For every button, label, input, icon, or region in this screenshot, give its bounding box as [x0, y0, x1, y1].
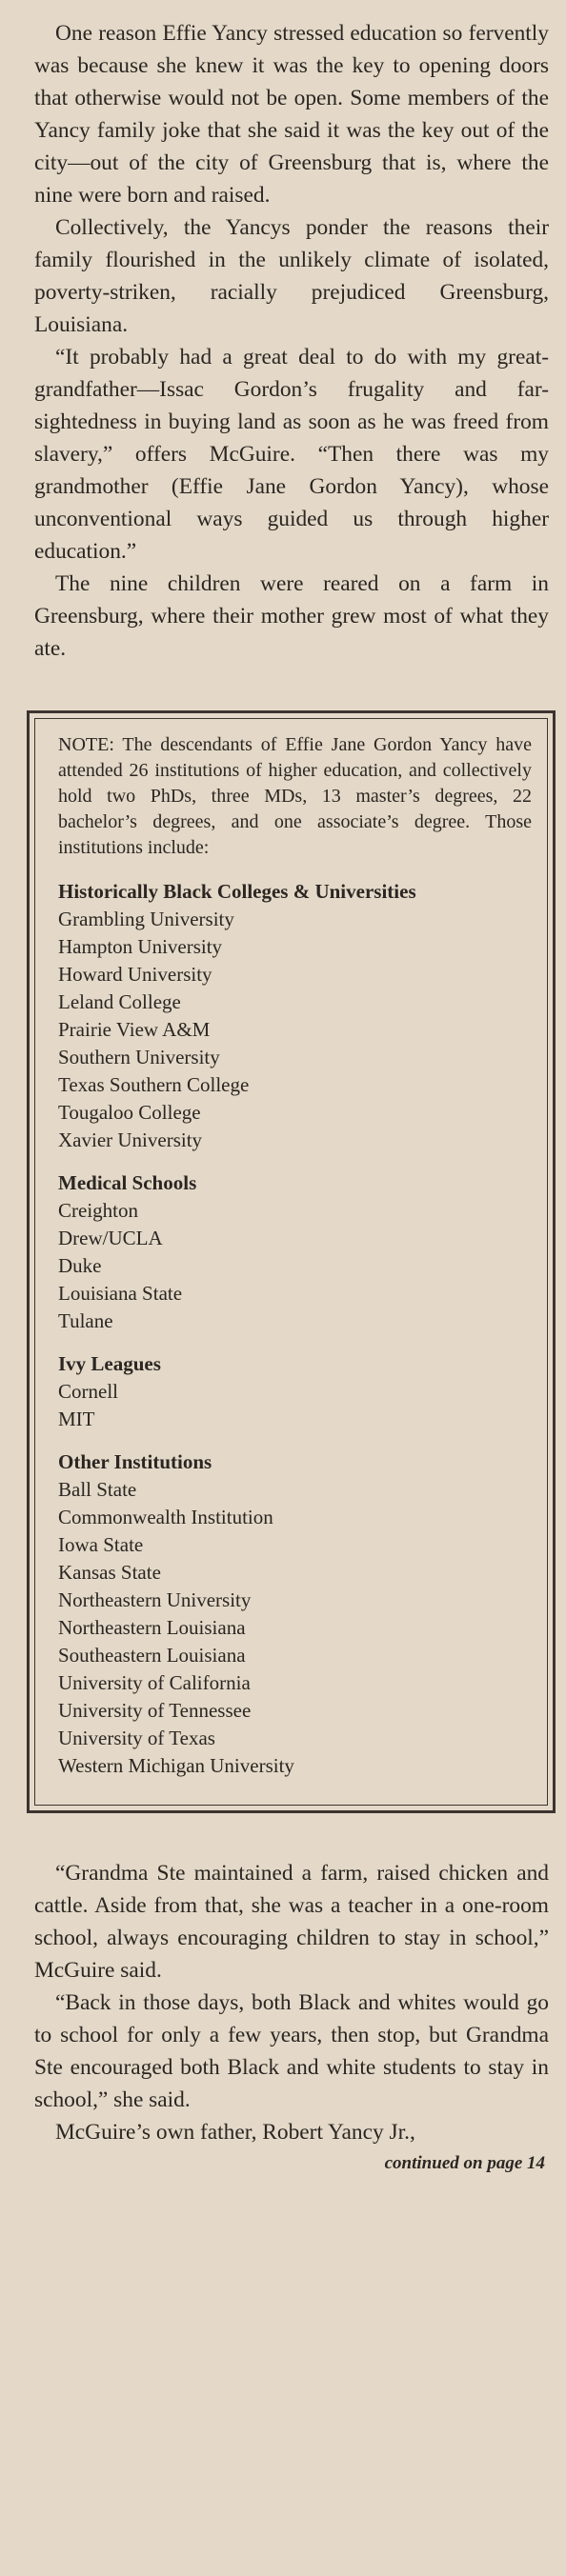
continued-on-page-link: continued on page 14 — [384, 2153, 545, 2173]
institution-item: Tulane — [58, 1309, 113, 1332]
institution-group-hbcu — [58, 878, 532, 1154]
institution-item: Commonwealth Institution — [58, 1506, 273, 1528]
institution-item: Prairie View A&M — [58, 1018, 211, 1041]
institution-item: University of Texas — [58, 1727, 215, 1749]
institution-item: University of California — [58, 1671, 251, 1694]
institution-item: Creighton — [58, 1199, 138, 1222]
institution-list — [58, 1378, 532, 1433]
article-body-bottom — [34, 1857, 549, 2148]
article-paragraph: One reason Effie Yancy stressed education so fervently was because she knew it was the key to opening doors that otherwise would not be open. Some members of the Yancy family joke that she said it was the key out of the city—out of the city of Greensburg that is, where the nine were born and raised. — [34, 21, 549, 208]
institution-item: Texas Southern College — [58, 1073, 250, 1096]
institution-item: Northeastern Louisiana — [58, 1616, 246, 1639]
institution-group-title: Other Institutions — [58, 1450, 212, 1473]
institution-item: Leland College — [58, 990, 181, 1013]
article-paragraph: “Grandma Ste maintained a farm, raised chicken and cattle. Aside from that, she was a teacher in a one-room school, always encouraging children to stay in school,” McGuire said. — [34, 1861, 549, 1983]
institution-item: Tougaloo College — [58, 1101, 201, 1124]
article-paragraph: McGuire’s own father, Robert Yancy Jr., — [55, 2120, 415, 2145]
article-paragraph: “It probably had a great deal to do with my great-grandfather—Issac Gordon’s frugality and far-sightedness in buying land as soon as he was freed from slavery,” offers McGuire. “Then there was my grandmother (Effie Jane Gordon Yancy), whose unconventional ways guided us through higher education.” — [34, 345, 549, 564]
institution-item: Kansas State — [58, 1561, 161, 1584]
institution-list — [58, 1476, 532, 1780]
institution-group-medical — [58, 1169, 532, 1335]
institution-item: University of Tennessee — [58, 1699, 252, 1722]
institution-item: Drew/UCLA — [58, 1227, 163, 1249]
institution-item: Duke — [58, 1254, 102, 1277]
institution-item: Cornell — [58, 1380, 118, 1403]
article-paragraph: The nine children were reared on a farm in Greensburg, where their mother grew most of what they ate. — [34, 571, 549, 661]
institution-item: MIT — [58, 1408, 95, 1430]
note-sidebar-box — [27, 710, 556, 1813]
article-paragraph: “Back in those days, both Black and whites would go to school for only a few years, then stop, but Grandma Ste encouraged both Black and white students to stay in school,” she said. — [34, 1990, 549, 2112]
institution-item: Howard University — [58, 963, 212, 986]
institution-group-title: Medical Schools — [58, 1171, 197, 1194]
institution-item: Louisiana State — [58, 1282, 183, 1305]
institution-item: Grambling University — [58, 908, 234, 930]
institution-item: Western Michigan University — [58, 1754, 294, 1777]
institution-item: Xavier University — [58, 1128, 203, 1151]
institution-item: Iowa State — [58, 1533, 144, 1556]
article-body-top — [34, 17, 549, 665]
institution-item: Hampton University — [58, 935, 223, 958]
article-paragraph: Collectively, the Yancys ponder the reasons their family flourished in the unlikely climate of isolated, poverty-striken, racially prejudiced Greensburg, Louisiana. — [34, 215, 549, 337]
institution-item: Northeastern University — [58, 1588, 252, 1611]
institution-group-ivy — [58, 1350, 532, 1433]
institution-list — [58, 1197, 532, 1335]
institution-item: Southern University — [58, 1046, 220, 1068]
note-sidebar-inner — [34, 718, 548, 1806]
institution-item: Southeastern Louisiana — [58, 1644, 246, 1667]
institution-item: Ball State — [58, 1478, 137, 1501]
institution-group-title: Historically Black Colleges & Universities — [58, 880, 416, 903]
article-column — [34, 17, 549, 2177]
institution-group-other — [58, 1448, 532, 1780]
institution-list — [58, 906, 532, 1154]
institution-group-title: Ivy Leagues — [58, 1352, 161, 1375]
note-text: NOTE: The descendants of Effie Jane Gordon Yancy have attended 26 institutions of higher education, and collectively hold two PhDs, three MDs, 13 master’s degrees, 22 bachelor’s degrees, and one associate’s degree. Those institutions include: — [58, 734, 532, 858]
